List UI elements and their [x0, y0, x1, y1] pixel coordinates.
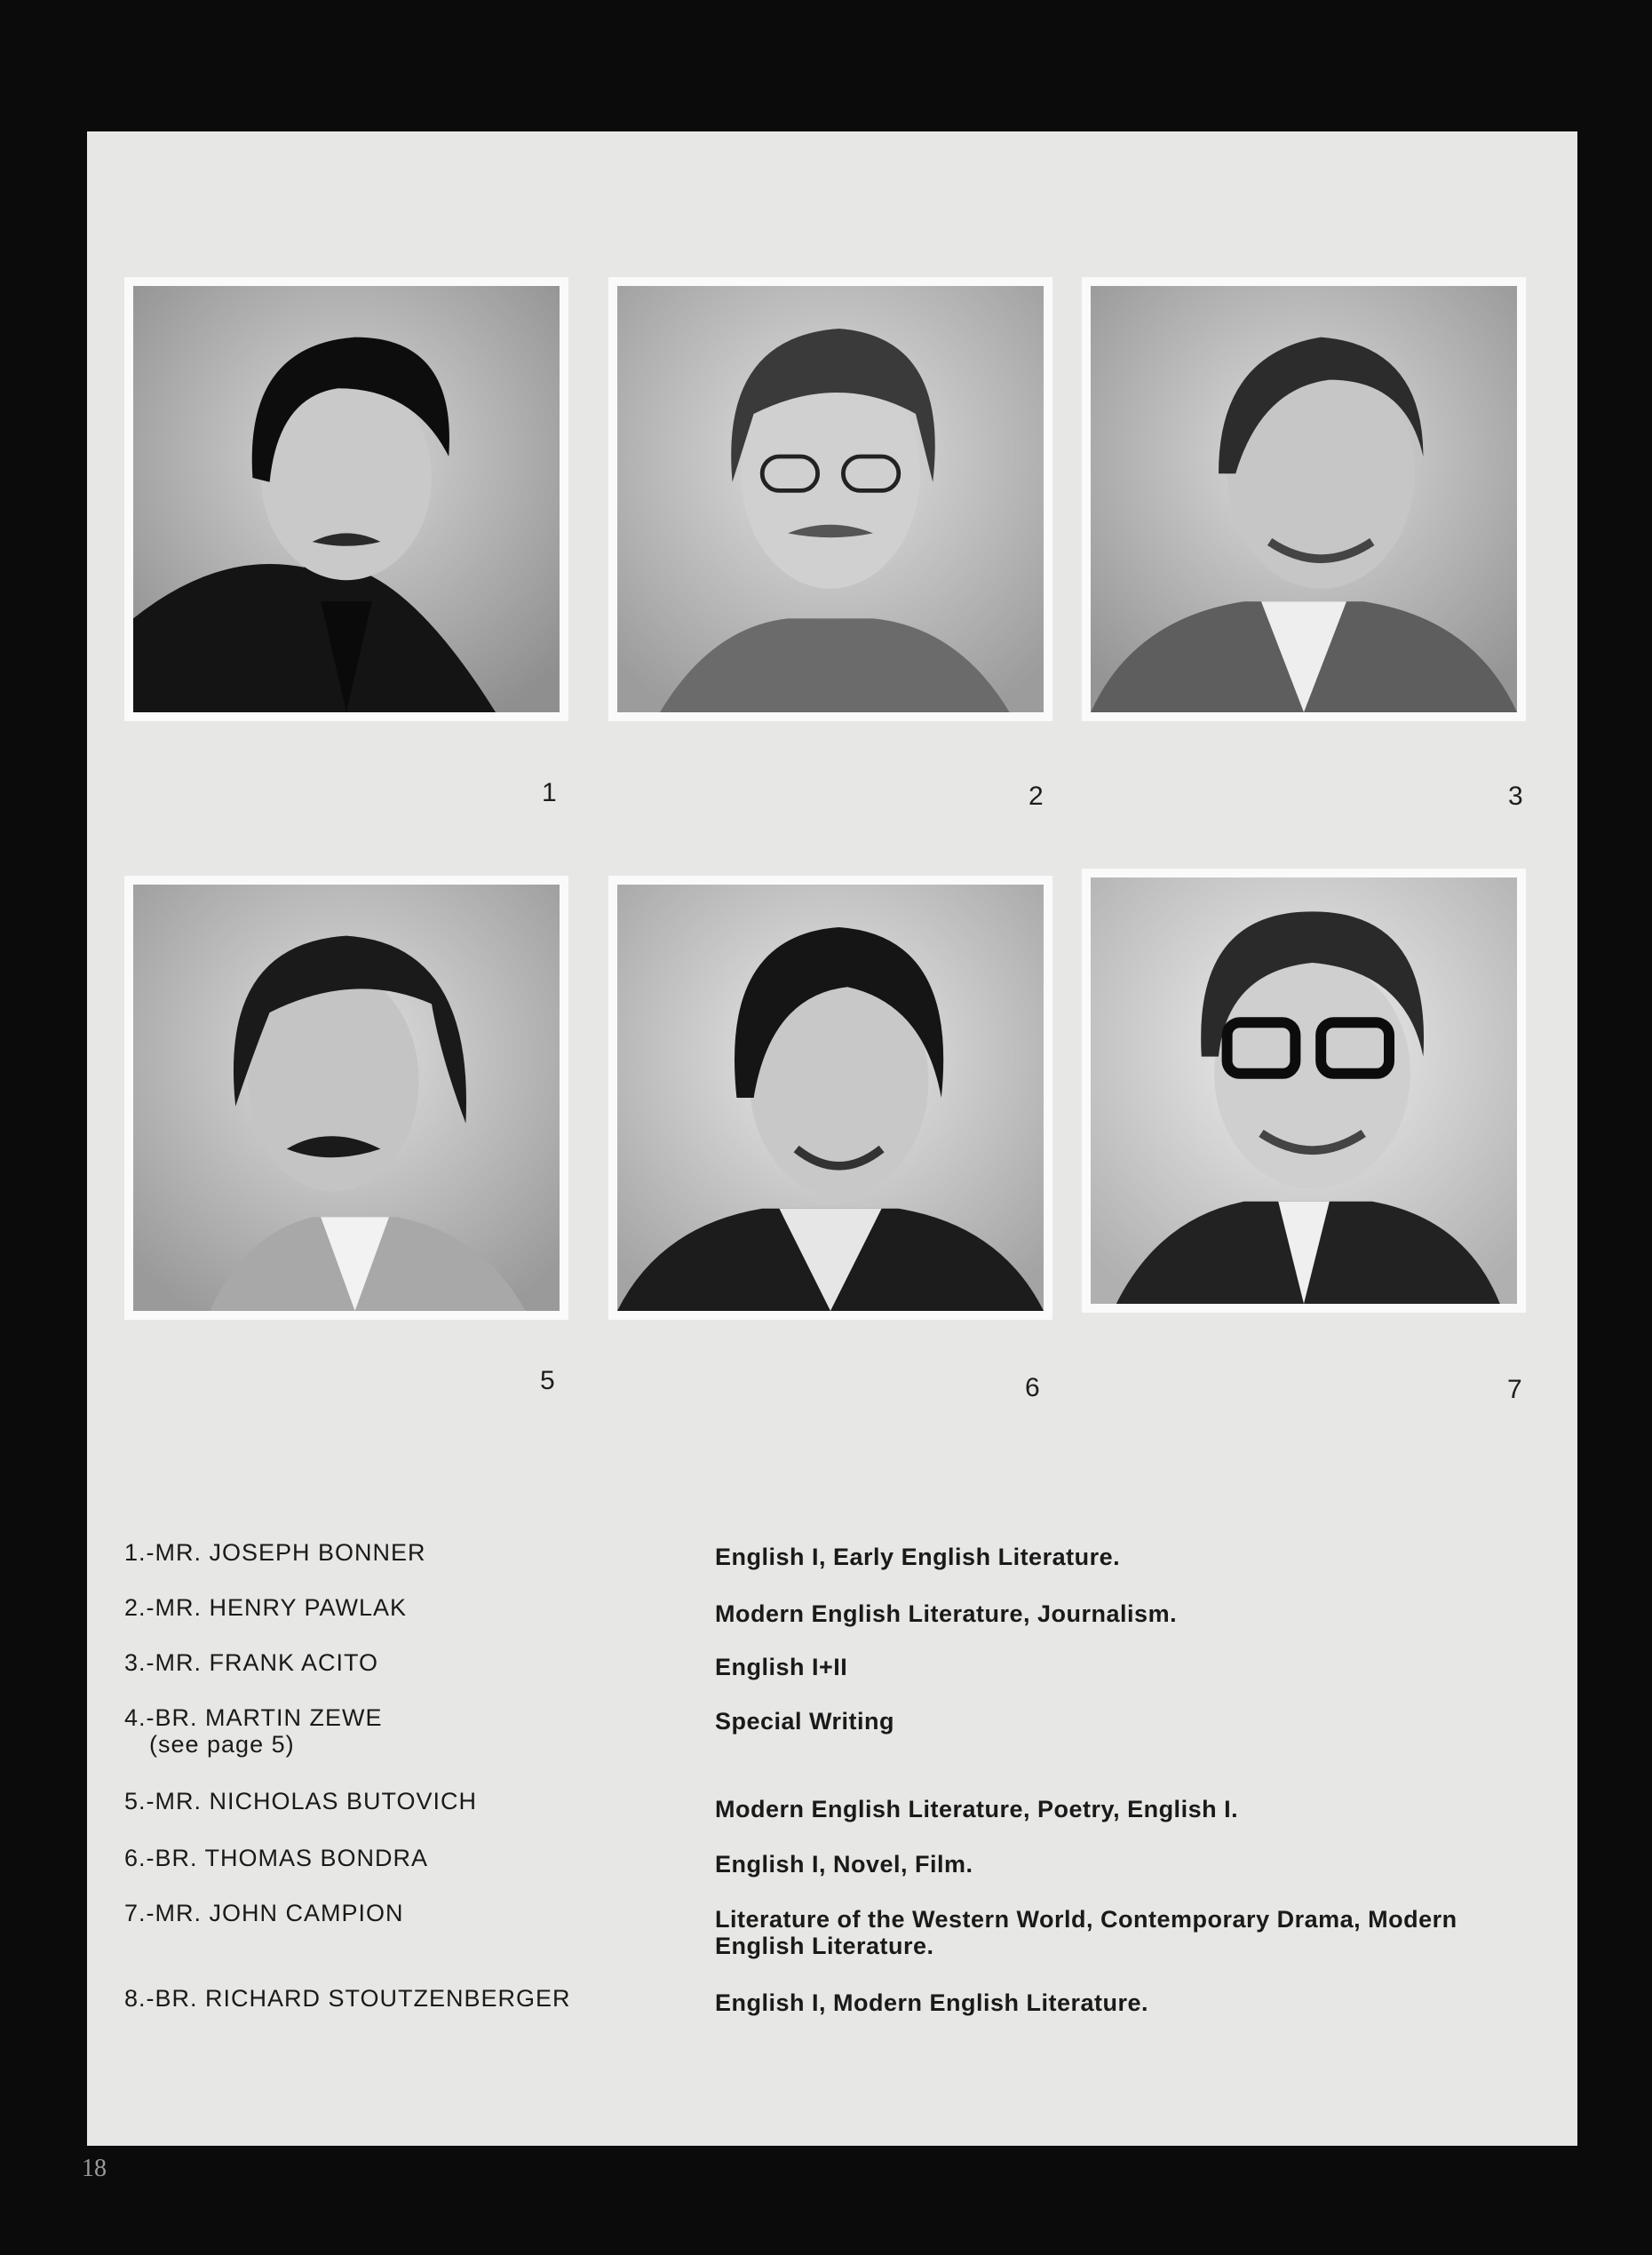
faculty-name: 5.-MR. NICHOLAS BUTOVICH: [124, 1788, 478, 1814]
page-number: 18: [82, 2155, 107, 2182]
portrait-photo: [124, 876, 568, 1320]
portrait-photo: [1082, 869, 1526, 1313]
faculty-note: (see page 5): [149, 1731, 295, 1758]
photo-number: 3: [1508, 782, 1523, 811]
faculty-subjects: English I, Early English Literature.: [715, 1544, 1121, 1570]
faculty-subjects: Special Writing: [715, 1708, 895, 1735]
faculty-name: 8.-BR. RICHARD STOUTZENBERGER: [124, 1985, 571, 2012]
faculty-subjects: English I, Novel, Film.: [715, 1851, 973, 1878]
photo-number: 6: [1025, 1373, 1040, 1402]
photo-number: 5: [540, 1366, 555, 1395]
portrait-photo: [608, 277, 1052, 721]
portrait-photo: [124, 277, 568, 721]
photo-number: 2: [1029, 782, 1044, 811]
portrait-photo: [608, 876, 1052, 1320]
faculty-subjects: Modern English Literature, Poetry, English I.: [715, 1796, 1239, 1822]
faculty-name-block: [124, 1704, 383, 1758]
photo-number: 7: [1507, 1375, 1522, 1404]
faculty-name: 4.-BR. MARTIN ZEWE: [124, 1704, 383, 1731]
faculty-name: 2.-MR. HENRY PAWLAK: [124, 1594, 408, 1621]
faculty-name: 6.-BR. THOMAS BONDRA: [124, 1845, 429, 1871]
faculty-subjects: English I, Modern English Literature.: [715, 1989, 1149, 2016]
faculty-name: 3.-MR. FRANK ACITO: [124, 1649, 379, 1676]
faculty-name: 7.-MR. JOHN CAMPION: [124, 1900, 404, 1926]
faculty-subjects: Modern English Literature, Journalism.: [715, 1600, 1178, 1627]
faculty-subjects: English I+II: [715, 1654, 848, 1680]
portrait-photo: [1082, 277, 1526, 721]
faculty-name: 1.-MR. JOSEPH BONNER: [124, 1539, 426, 1566]
photo-number: 1: [542, 778, 557, 807]
faculty-subjects: Literature of the Western World, Contemporary Drama, Modern English Literature.: [715, 1906, 1457, 1959]
